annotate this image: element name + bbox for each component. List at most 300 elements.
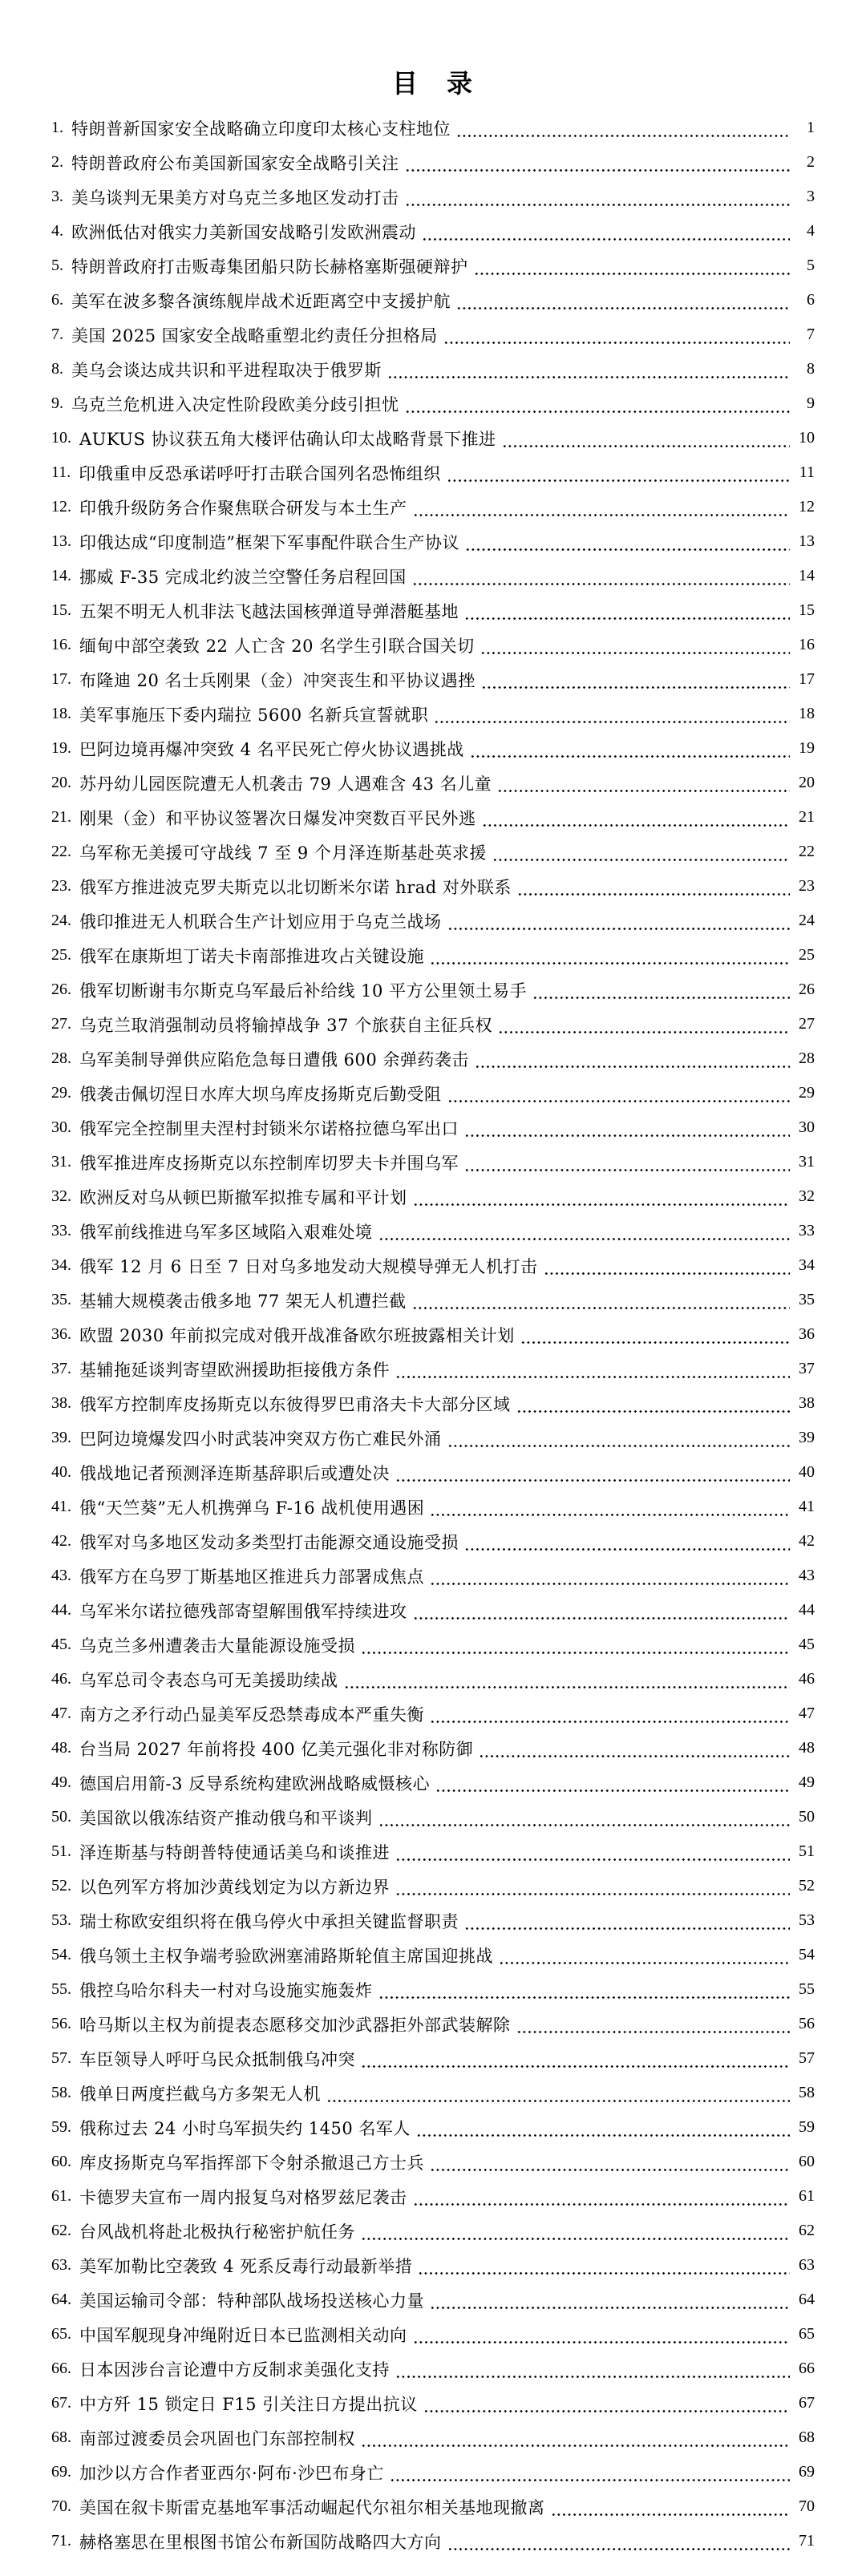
dot-leader (479, 1731, 790, 1765)
toc-entry[interactable] (51, 869, 815, 904)
toc-entry-title: 布隆迪 20 名士兵刚果（金）冲突丧生和平协议遇挫 (79, 670, 475, 690)
toc-entry-number: 10. (51, 429, 71, 447)
toc-entry-title: 车臣领导人呼吁乌民众抵制俄乌冲突 (79, 2049, 355, 2069)
toc-entry[interactable] (51, 1972, 815, 2007)
toc-entry-page: 20 (799, 774, 815, 791)
toc-entry-title: 俄军完全控制里夫涅村封锁米尔诺格拉德乌军出口 (79, 1118, 459, 1138)
toc-entry-page: 16 (799, 636, 815, 653)
toc-entry[interactable] (51, 1007, 815, 1041)
toc-entry-number: 62. (51, 2222, 71, 2239)
toc-entry-title: 美国欲以俄冻结资产推动俄乌和平谈判 (79, 1808, 373, 1828)
dot-leader (412, 1283, 790, 1317)
toc-entry[interactable] (51, 1903, 815, 1938)
dot-leader (361, 2041, 790, 2076)
toc-entry-number: 60. (51, 2153, 71, 2170)
toc-entry-page: 51 (799, 1842, 815, 1860)
toc-entry-title: 印俄重申反恐承诺呼吁打击联合国列名恐怖组织 (79, 463, 441, 483)
toc-entry-title: 基辅拖延谈判寄望欧洲援助拒接俄方条件 (79, 1360, 390, 1380)
dot-leader (481, 662, 790, 697)
toc-entry-number: 23. (51, 877, 71, 895)
dot-leader (430, 1490, 790, 1524)
dot-leader (434, 697, 790, 731)
toc-entry[interactable] (51, 2455, 815, 2489)
toc-entry[interactable] (51, 1834, 815, 1869)
toc-entry[interactable] (51, 1248, 815, 1283)
toc-entry[interactable] (51, 1145, 815, 1179)
toc-entry-title: 欧洲低估对俄实力美新国安战略引发欧洲震动 (71, 222, 416, 242)
toc-entry-page: 61 (799, 2187, 815, 2205)
toc-entry[interactable] (51, 490, 815, 524)
dot-leader (532, 973, 790, 1007)
dot-leader (497, 766, 790, 800)
toc-entry-number: 24. (51, 912, 71, 929)
dot-leader (395, 1455, 790, 1490)
toc-entry-number: 38. (51, 1394, 71, 1412)
toc-entry[interactable] (51, 697, 815, 731)
toc-entry[interactable] (51, 1076, 815, 1110)
toc-entry[interactable] (51, 2283, 815, 2317)
toc-entry-title: 欧盟 2030 年前拟完成对俄开战准备欧尔班披露相关计划 (79, 1325, 515, 1345)
toc-entry-title: 欧洲反对乌从顿巴斯撤军拟推专属和平计划 (79, 1187, 407, 1207)
dot-leader (464, 1903, 790, 1938)
dot-leader (344, 1662, 791, 1696)
toc-entry-page: 54 (799, 1946, 815, 1963)
toc-entry-page: 36 (799, 1325, 815, 1343)
dot-leader (544, 1248, 791, 1283)
toc-entry-number: 9. (51, 394, 63, 412)
toc-entry[interactable] (51, 2041, 815, 2076)
toc-entry[interactable] (51, 2248, 815, 2283)
toc-entry-title: 印俄达成“印度制造”框架下军事配件联合生产协议 (79, 532, 459, 552)
toc-entry[interactable] (51, 1800, 815, 1834)
dot-leader (502, 421, 790, 455)
toc-entry[interactable] (51, 1869, 815, 1903)
toc-entry-title: 中国军舰现身冲绳附近日本已监测相关动向 (79, 2325, 407, 2345)
toc-entry-page: 34 (799, 1256, 815, 1274)
dot-leader (390, 2455, 790, 2489)
toc-entry[interactable] (51, 731, 815, 766)
toc-entry-number: 57. (51, 2049, 71, 2067)
dot-leader (405, 386, 791, 421)
toc-entry-number: 68. (51, 2428, 71, 2446)
toc-entry-page: 40 (799, 1463, 815, 1481)
toc-entry-title: 美国 2025 国家安全战略重塑北约责任分担格局 (71, 326, 438, 346)
toc-entry-title: 美乌谈判无果美方对乌克兰多地区发动打击 (71, 188, 399, 208)
toc-entry[interactable] (51, 145, 815, 180)
dot-leader (326, 2076, 790, 2110)
toc-entry-page: 18 (799, 705, 815, 722)
toc-entry-title: 库皮扬斯克乌军指挥部下令射杀撤退己方士兵 (79, 2153, 424, 2173)
dot-leader (361, 1628, 790, 1662)
toc-entry-title: 加沙以方合作者亚西尔·阿布·沙巴布身亡 (79, 2463, 384, 2483)
toc-entry-title: 基辅大规模袭击俄多地 77 架无人机遭拦截 (79, 1291, 407, 1311)
toc-entry[interactable] (51, 2524, 815, 2558)
toc-entry[interactable] (51, 1386, 815, 1421)
toc-entry-number: 27. (51, 1015, 71, 1033)
toc-entry-number: 13. (51, 532, 71, 550)
toc-entry-number: 34. (51, 1256, 71, 1274)
toc-entry-title: 俄军方推进波克罗夫斯克以北切断米尔诺 hrad 对外联系 (79, 877, 512, 897)
toc-entry-page: 24 (799, 912, 815, 929)
toc-entry[interactable] (51, 973, 815, 1007)
toc-entry-page: 14 (799, 567, 815, 584)
toc-entry[interactable] (51, 559, 815, 593)
toc-entry-number: 30. (51, 1118, 71, 1136)
toc-entry[interactable] (51, 2110, 815, 2145)
toc-entry-number: 52. (51, 1877, 71, 1895)
toc-entry-number: 59. (51, 2118, 71, 2136)
toc-entry[interactable] (51, 1455, 815, 1490)
toc-entry-page: 29 (799, 1084, 815, 1102)
toc-entry-page: 37 (799, 1360, 815, 1377)
toc-entry[interactable] (51, 904, 815, 938)
toc-entry-number: 42. (51, 1532, 71, 1550)
toc-entry-number: 56. (51, 2015, 71, 2032)
toc-entry[interactable] (51, 1524, 815, 1559)
dot-leader (387, 352, 790, 386)
toc-entry-page: 63 (799, 2256, 815, 2274)
toc-entry-number: 16. (51, 636, 71, 653)
toc-entry[interactable] (51, 1765, 815, 1800)
toc-entry-title: 俄军推进库皮扬斯克以东控制库切罗夫卡并围乌军 (79, 1153, 459, 1173)
toc-entry-number: 1. (51, 119, 63, 136)
toc-entry[interactable] (51, 2007, 815, 2041)
toc-entry-number: 19. (51, 739, 71, 757)
toc-entry-title: 特朗普新国家安全战略确立印度印太核心支柱地位 (71, 119, 451, 139)
toc-entry-title: 俄单日两度拦截乌方多架无人机 (79, 2084, 321, 2104)
toc-entry-page: 32 (799, 1187, 815, 1205)
dot-leader (423, 2386, 790, 2420)
toc-entry[interactable] (51, 2179, 815, 2214)
toc-entry-page: 25 (799, 946, 815, 964)
toc-entry-title: 俄战地记者预测泽连斯基辞职后或遭处决 (79, 1463, 390, 1483)
toc-entry[interactable] (51, 1214, 815, 1248)
toc-entry-page: 43 (799, 1567, 815, 1584)
toc-entry-number: 11. (51, 463, 71, 481)
toc-entry[interactable] (51, 214, 815, 249)
toc-entry-number: 55. (51, 1980, 71, 1998)
toc-entry[interactable] (51, 1110, 815, 1145)
toc-entry[interactable] (51, 249, 815, 283)
toc-entry-page: 33 (799, 1222, 815, 1239)
toc-entry-page: 58 (799, 2084, 815, 2101)
toc-entry[interactable] (51, 1317, 815, 1352)
toc-entry-number: 29. (51, 1084, 71, 1102)
dot-leader (492, 835, 790, 869)
toc-entry-title: 俄称过去 24 小时乌军损失约 1450 名军人 (79, 2118, 411, 2138)
dot-leader (520, 1317, 790, 1352)
toc-entry-number: 67. (51, 2394, 71, 2412)
toc-entry[interactable] (51, 938, 815, 973)
toc-entry-number: 66. (51, 2360, 71, 2377)
toc-entry-page: 9 (807, 394, 815, 412)
toc-entry-page: 59 (799, 2118, 815, 2136)
toc-entry-number: 3. (51, 188, 63, 205)
toc-entry[interactable] (51, 455, 815, 490)
toc-entry[interactable] (51, 2352, 815, 2386)
dot-leader (516, 1386, 791, 1421)
toc-entry-number: 21. (51, 808, 71, 826)
toc-entry-page: 67 (799, 2394, 815, 2412)
toc-entry[interactable] (51, 1041, 815, 1076)
toc-entry[interactable] (51, 352, 815, 386)
dot-leader (378, 1800, 791, 1834)
toc-entry-page: 15 (799, 601, 815, 619)
toc-entry-number: 31. (51, 1153, 71, 1171)
toc-entry-number: 12. (51, 498, 71, 516)
toc-entry-number: 32. (51, 1187, 71, 1205)
toc-entry-number: 45. (51, 1636, 71, 1653)
toc-entry-title: 俄印推进无人机联合生产计划应用于乌克兰战场 (79, 912, 442, 932)
toc-entry-number: 50. (51, 1808, 71, 1826)
dot-leader (482, 800, 791, 835)
toc-entry-title: 俄乌领土主权争端考验欧洲塞浦路斯轮值主席国迎挑战 (79, 1946, 493, 1966)
toc-entry-page: 5 (807, 257, 815, 274)
toc-entry-page: 3 (807, 188, 815, 205)
toc-entry-title: 以色列军方将加沙黄线划定为以方新边界 (79, 1877, 390, 1897)
toc-entry[interactable] (51, 1731, 815, 1765)
dot-leader (395, 2352, 790, 2386)
toc-entry[interactable] (51, 421, 815, 455)
toc-entry[interactable] (51, 1421, 815, 1455)
toc-entry-page: 69 (799, 2463, 815, 2481)
toc-entry-number: 64. (51, 2291, 71, 2308)
toc-entry-title: 南方之矛行动凸显美军反恐禁毒成本严重失衡 (79, 1705, 424, 1725)
dot-leader (464, 1145, 790, 1179)
toc-entry-page: 2 (807, 153, 815, 171)
dot-leader (447, 1076, 791, 1110)
dot-leader (474, 249, 791, 283)
toc-entry-title: 美乌会谈达成共识和平进程取决于俄罗斯 (71, 360, 382, 380)
toc-entry[interactable] (51, 1593, 815, 1628)
toc-entry-page: 19 (799, 739, 815, 757)
toc-entry-page: 35 (799, 1291, 815, 1308)
dot-leader (447, 904, 791, 938)
toc-entry-page: 12 (799, 498, 815, 516)
toc-entry-page: 62 (799, 2222, 815, 2239)
toc-entry-title: 俄军在康斯坦丁诺夫卡南部推进攻占关键设施 (79, 946, 424, 966)
toc-entry-page: 11 (799, 463, 815, 481)
toc-entry[interactable] (51, 2145, 815, 2179)
toc-entry-page: 28 (799, 1049, 815, 1067)
toc-entry[interactable] (51, 2420, 815, 2455)
toc-entry[interactable] (51, 628, 815, 662)
toc-entry-title: 巴阿边境爆发四小时武装冲突双方伤亡难民外涌 (79, 1429, 442, 1449)
page-title: 目 录 (391, 68, 474, 99)
dot-leader (430, 2145, 790, 2179)
toc-entry-page: 39 (799, 1429, 815, 1446)
toc-entry-page: 55 (799, 1980, 815, 1998)
toc-entry-page: 10 (799, 429, 815, 447)
toc-entry-title: 台当局 2027 年前将投 400 亿美元强化非对称防御 (79, 1739, 474, 1759)
toc-entry-page: 68 (799, 2428, 815, 2446)
toc-entry-title: 乌克兰取消强制动员将输掉战争 37 个旅获自主征兵权 (79, 1015, 493, 1035)
toc-entry-title: 美军事施压下委内瑞拉 5600 名新兵宣誓就职 (79, 705, 429, 725)
toc-entry-number: 65. (51, 2325, 71, 2343)
toc-entry[interactable] (51, 593, 815, 628)
toc-entry-page: 23 (799, 877, 815, 895)
toc-entry-title: 特朗普政府打击贩毒集团船只防长赫格塞斯强硬辩护 (71, 257, 468, 277)
toc-entry-number: 70. (51, 2497, 71, 2515)
toc-entry-title: 乌军称无美援可守战线 7 至 9 个月泽连斯基赴英求援 (79, 843, 487, 863)
toc-entry-title: 俄军对乌多地区发动多类型打击能源交通设施受损 (79, 1532, 459, 1552)
dot-leader (447, 455, 790, 490)
toc-entry-title: 特朗普政府公布美国新国家安全战略引关注 (71, 153, 399, 173)
toc-entry[interactable] (51, 2214, 815, 2248)
toc-entry-title: 德国启用箭-3 反导系统构建欧洲战略威慑核心 (79, 1773, 431, 1793)
dot-leader (412, 559, 790, 593)
toc-entry-title: 巴阿边境再爆冲突致 4 名平民死亡停火协议遇挑战 (79, 739, 464, 759)
toc-entry-page: 56 (799, 2015, 815, 2032)
dot-leader (378, 1972, 791, 2007)
dot-leader (361, 2420, 790, 2455)
toc-entry-page: 70 (799, 2497, 815, 2515)
toc-entry[interactable] (51, 2076, 815, 2110)
dot-leader (499, 1938, 790, 1972)
dot-leader (447, 1421, 791, 1455)
toc-entry-number: 36. (51, 1325, 71, 1343)
toc-entry-number: 61. (51, 2187, 71, 2205)
toc-list (51, 111, 815, 2558)
dot-leader (422, 214, 790, 249)
toc-entry-title: 哈马斯以主权为前提表态愿移交加沙武器拒外部武装解除 (79, 2015, 511, 2035)
dot-leader (413, 2179, 791, 2214)
toc-entry-title: 俄“天竺葵”无人机携弹乌 F-16 战机使用遇困 (79, 1498, 425, 1518)
toc-entry-number: 26. (51, 981, 71, 998)
dot-leader (456, 283, 790, 317)
dot-leader (456, 111, 790, 145)
toc-entry[interactable] (51, 524, 815, 559)
toc-entry-page: 6 (807, 291, 815, 309)
toc-entry-number: 41. (51, 1498, 71, 1515)
toc-entry-number: 63. (51, 2256, 71, 2274)
toc-entry-title: 五架不明无人机非法飞越法国核弹道导弹潜艇基地 (79, 601, 459, 621)
toc-entry-title: 美国在叙卡斯雷克基地军事活动崛起代尔祖尔相关基地现撤离 (79, 2497, 545, 2517)
toc-entry[interactable] (51, 2317, 815, 2352)
toc-entry-number: 2. (51, 153, 63, 171)
toc-entry[interactable] (51, 1179, 815, 1214)
toc-entry-page: 17 (799, 670, 815, 688)
toc-entry-number: 51. (51, 1842, 71, 1860)
toc-entry-title: 刚果（金）和平协议签署次日爆发冲突数百平民外逃 (79, 808, 476, 828)
dot-leader (405, 145, 791, 180)
toc-entry-page: 71 (799, 2532, 815, 2550)
toc-entry-page: 44 (799, 1601, 815, 1619)
toc-entry-page: 1 (807, 119, 815, 136)
toc-entry-page: 7 (807, 326, 815, 343)
dot-leader (418, 2248, 790, 2283)
toc-entry-page: 27 (799, 1015, 815, 1033)
toc-entry-page: 66 (799, 2360, 815, 2377)
toc-entry-page: 26 (799, 981, 815, 998)
toc-entry-number: 39. (51, 1429, 71, 1446)
toc-entry-number: 22. (51, 843, 71, 860)
toc-entry-number: 54. (51, 1946, 71, 1963)
dot-leader (413, 1593, 791, 1628)
toc-entry[interactable] (51, 1696, 815, 1731)
toc-entry-page: 48 (799, 1739, 815, 1757)
toc-entry[interactable] (51, 662, 815, 697)
dot-leader (413, 490, 791, 524)
dot-leader (551, 2489, 791, 2524)
toc-entry-title: 乌军美制导弹供应陷危急每日遭俄 600 余弹药袭击 (79, 1049, 469, 1070)
toc-entry-title: 俄军 12 月 6 日至 7 日对乌多地发动大规模导弹无人机打击 (79, 1256, 538, 1276)
toc-entry-title: 俄军方在乌罗丁斯基地区推进兵力部署成焦点 (79, 1567, 424, 1587)
dot-leader (416, 2110, 790, 2145)
toc-entry-page: 38 (799, 1394, 815, 1412)
toc-entry[interactable] (51, 111, 815, 145)
toc-entry-title: 乌军米尔诺拉德残部寄望解围俄军持续进攻 (79, 1601, 407, 1621)
toc-entry[interactable] (51, 1662, 815, 1696)
toc-entry-title: 俄控乌哈尔科夫一村对乌设施实施轰炸 (79, 1980, 373, 2000)
dot-leader (378, 1214, 791, 1248)
toc-entry-title: 印俄升级防务合作聚焦联合研发与本土生产 (79, 498, 407, 518)
toc-entry-title: 卡德罗夫宣布一周内报复乌对格罗兹尼袭击 (79, 2187, 407, 2207)
toc-entry[interactable] (51, 1283, 815, 1317)
dot-leader (395, 1834, 790, 1869)
toc-entry-number: 28. (51, 1049, 71, 1067)
toc-entry-number: 69. (51, 2463, 71, 2481)
toc-entry-number: 48. (51, 1739, 71, 1757)
toc-entry-page: 57 (799, 2049, 815, 2067)
toc-entry[interactable] (51, 1559, 815, 1593)
toc-entry-number: 8. (51, 360, 63, 378)
toc-entry-title: 俄军前线推进乌军多区域陷入艰难处境 (79, 1222, 373, 1242)
toc-entry-title: 美国运输司令部：特种部队战场投送核心力量 (79, 2291, 424, 2311)
toc-entry-number: 58. (51, 2084, 71, 2101)
toc-entry[interactable] (51, 317, 815, 352)
dot-leader (413, 2317, 791, 2352)
toc-entry-title: 缅甸中部空袭致 22 人亡含 20 名学生引联合国关切 (79, 636, 475, 656)
toc-entry-page: 30 (799, 1118, 815, 1136)
toc-entry-title: 乌军总司令表态乌可无美援助续战 (79, 1670, 338, 1690)
toc-entry-title: 乌克兰多州遭袭击大量能源设施受损 (79, 1636, 355, 1656)
toc-entry[interactable] (51, 1490, 815, 1524)
toc-entry[interactable] (51, 1628, 815, 1662)
toc-entry-number: 20. (51, 774, 71, 791)
toc-entry-number: 25. (51, 946, 71, 964)
toc-entry[interactable] (51, 835, 815, 869)
toc-entry-title: 俄军切断谢韦尔斯克乌军最后补给线 10 平方公里领土易手 (79, 981, 528, 1001)
toc-entry-title: 瑞士称欧安组织将在俄乌停火中承担关键监督职责 (79, 1911, 459, 1931)
toc-entry-number: 15. (51, 601, 71, 619)
dot-leader (480, 628, 790, 662)
dot-leader (443, 317, 790, 352)
dot-leader (430, 2283, 790, 2317)
toc-entry[interactable] (51, 766, 815, 800)
toc-entry-number: 17. (51, 670, 71, 688)
toc-entry-title: 美军在波多黎各演练舰岸战术近距离空中支援护航 (71, 291, 451, 311)
toc-entry-page: 31 (799, 1153, 815, 1171)
toc-entry-title: AUKUS 协议获五角大楼评估确认印太战略背景下推进 (79, 429, 496, 449)
toc-entry[interactable] (51, 2386, 815, 2420)
toc-entry[interactable] (51, 1352, 815, 1386)
toc-entry[interactable] (51, 180, 815, 214)
toc-entry[interactable] (51, 386, 815, 421)
toc-entry-number: 14. (51, 567, 71, 584)
toc-entry-number: 43. (51, 1567, 71, 1584)
toc-entry-number: 46. (51, 1670, 71, 1688)
toc-entry-page: 64 (799, 2291, 815, 2308)
toc-entry[interactable] (51, 283, 815, 317)
toc-entry-title: 美军加勒比空袭致 4 死系反毒行动最新举措 (79, 2256, 413, 2276)
toc-entry[interactable] (51, 800, 815, 835)
toc-entry-title: 俄军方控制库皮扬斯克以东彼得罗巴甫洛夫卡大部分区域 (79, 1394, 511, 1414)
toc-entry[interactable] (51, 1938, 815, 1972)
dot-leader (517, 869, 790, 904)
toc-entry-number: 33. (51, 1222, 71, 1239)
toc-entry[interactable] (51, 2489, 815, 2524)
